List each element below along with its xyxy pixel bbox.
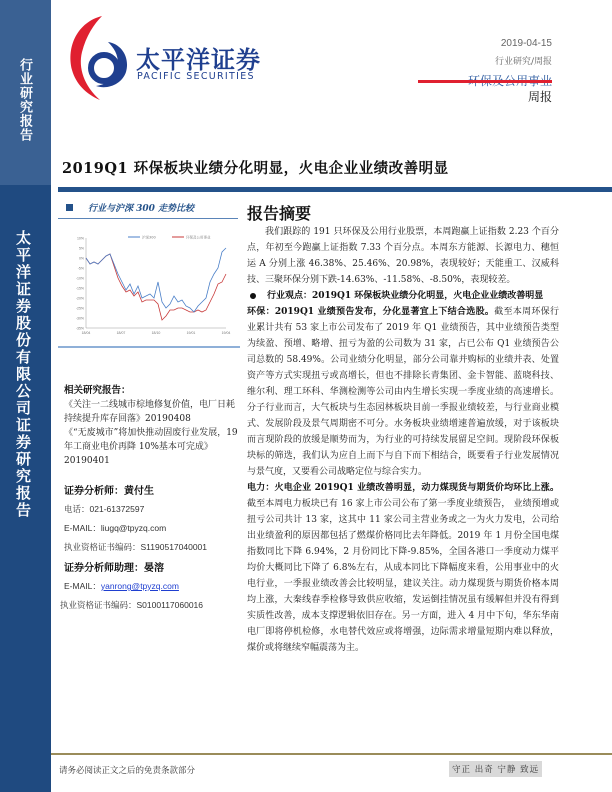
- report-date: 2019-04-15: [500, 38, 552, 49]
- footer-disclaimer: 请务必阅读正文之后的免责条款部分: [59, 766, 196, 776]
- svg-text:-10%: -10%: [75, 276, 84, 281]
- svg-text:19/01: 19/01: [186, 331, 196, 335]
- chart-legend: [128, 235, 211, 240]
- sidebar-top-band: [0, 0, 51, 185]
- assistant-certificate: 执业资格证书编码：S0100117060016: [60, 600, 204, 611]
- svg-text:10%: 10%: [76, 236, 84, 241]
- assistant-email: E-MAIL：yanrong@tpyzq.com: [64, 581, 179, 591]
- footer-motto: 守正 出奇 宁静 致远: [449, 761, 542, 777]
- related-reports-title: 相关研究报告：: [64, 385, 131, 396]
- power-lead: 电力：火电企业 2019Q1 业绩改善明显，动力煤现货与期货价均环比上涨。: [247, 483, 559, 493]
- svg-text:5%: 5%: [78, 246, 84, 251]
- sidebar-company-label: 太平洋证券股份有限公司证券研究报告: [14, 230, 32, 519]
- summary-body: [247, 224, 559, 656]
- environment-paragraph: 环保：2019Q1 业绩预告发布，分化显著宜上下结合选股。截至本周环保行业累计共有 53 家上市公司发布了 2019 年 Q1 业绩预告，其中业绩预告类型为续盈、预增、略增、扭亏为盈的公司数为 31 家，占已公布 Q1 业绩预告公司总数的 58.49%。公司业绩分化明显，部分公司靠并购标的业绩并表、处置资产等方式实现扭亏或高增长，但也不排除长青集团、金卡智能、蓝晓科技、维尔利、理工环科、华测检测等公司由内生增长实现一季度业绩的高速增长。分子行业而言，大气板块与生态园林板块目前一季报业绩较差，与行业商业模式、发展阶段及景气周期密不可分。水务板块业绩增速普遍放缓，对于该板块而言现阶段的放缓是顺势而为，为行业的可持续发展留足空间。现阶段环保板块标的筛选，我们认为应自上而下与自下而下相结合，既要看子行业发展情况与景气度，又要看公司战略定位与综合实力。: [247, 307, 559, 477]
- svg-text:0%: 0%: [78, 256, 84, 261]
- title-divider: [58, 187, 612, 192]
- svg-text:-25%: -25%: [75, 306, 84, 311]
- performance-chart: [70, 232, 238, 342]
- logo-chinese-name: 太平洋证券: [136, 46, 261, 74]
- summary-heading: 报告摘要: [247, 204, 312, 223]
- sidebar-report-category: 行业研究报告: [17, 58, 32, 142]
- company-logo: [64, 12, 264, 102]
- svg-text:18/07: 18/07: [116, 331, 126, 335]
- related-reports-section: [60, 382, 242, 611]
- analyst-email: E-MAIL：liugq@tpyzq.com: [64, 523, 167, 533]
- page-title: 2019Q1 环保板块业绩分化明显，火电企业业绩改善明显: [62, 160, 449, 177]
- svg-text:沪深300: 沪深300: [142, 235, 156, 240]
- chart-bottom-divider: [58, 346, 240, 348]
- svg-text:-35%: -35%: [75, 326, 84, 331]
- svg-text:环保及公用事业: 环保及公用事业: [186, 235, 211, 240]
- square-bullet-icon: [66, 204, 73, 211]
- analyst-phone: 电话：021-61372597: [64, 504, 145, 515]
- summary-intro: 我们跟踪的 191 只环保及公用行业股票，本周跑赢上证指数 2.23 个百分点，年初至今跑赢上证指数 7.33 个百分点。本周东方能源、长源电力、穗恒运 A 分别上涨 46.38%、25.46%、20.98%，表现较好；天能重工、汉威科技、三聚环保分别下跌-14.63%、-11.58%、-8.50%，表现较差。: [247, 227, 559, 285]
- industry-view-bullet: 行业观点：2019Q1 环保板块业绩分化明显，火电企业业绩改善明显: [247, 288, 559, 304]
- report-frequency: 周报: [527, 90, 552, 104]
- svg-text:-30%: -30%: [75, 316, 84, 321]
- power-paragraph: 电力：火电企业 2019Q1 业绩改善明显，动力煤现货与期货价均环比上涨。截至本周电力板块已有 16 家上市公司公布了第一季度业绩预告， 业绩预增或扭亏公司共计 13 家，这其中 11 家公司主营业务或之一为火力发电，公司给出业绩盈利的原因都包括了燃煤价格同比去年降低。2019 年 1 月份全国电煤指数同比下降 6.94%，2 月份同比下降-9.85%，全国各港口一季度动力煤平均价大概同比下降了 6.8%左右，从成本同比下降幅度来看，公用事业中的火电行业，一季报业绩改善会比较明显，建议关注。动力煤现货与期货价格本周均上涨，大秦线春季检修导致供应收缩，发运倒挂情况虽有缓解但并没有得到实质性改善，成本支撑逻辑依旧存在。另一方面，进入 4 月中下旬，华东华南电厂即将停机检修，水电替代效应或将增强，边际需求增量短期内难以释放，煤价或将继续窄幅震荡为主。: [247, 483, 559, 653]
- chart-lines: [86, 248, 226, 320]
- analyst-name: 证券分析师：黄付生: [64, 486, 154, 497]
- svg-text:-15%: -15%: [75, 286, 84, 291]
- header-divider: [418, 80, 552, 83]
- line-chart: [70, 232, 238, 342]
- assistant-name: 证券分析师助理：晏溶: [64, 563, 164, 574]
- analyst-email-link[interactable]: liugq@tpyzq.com: [100, 523, 167, 533]
- report-type: 行业研究/周报: [494, 57, 552, 67]
- analyst-certificate: 执业资格证书编码：S1190517040001: [64, 542, 208, 553]
- svg-text:18/04: 18/04: [81, 331, 91, 335]
- footer-divider: [51, 753, 612, 755]
- environment-lead: 环保：2019Q1 业绩预告发布，分化显著宜上下结合选股。: [247, 307, 495, 317]
- svg-text:-5%: -5%: [77, 266, 84, 271]
- related-report-link[interactable]: 《“无废城市”将加快推动固废行业发展，19 年工商业电价再降 10%基本可完成》20190401: [64, 428, 238, 466]
- assistant-email-link[interactable]: yanrong@tpyzq.com: [100, 581, 179, 591]
- svg-text:18/10: 18/10: [151, 331, 161, 335]
- chart-top-divider: [58, 218, 238, 219]
- bullet-dot-icon: [250, 293, 256, 299]
- pacific-logo-icon: [64, 12, 136, 100]
- svg-text:-20%: -20%: [75, 296, 84, 301]
- svg-text:19/04: 19/04: [221, 331, 231, 335]
- logo-english-name: PACIFIC SECURITIES: [137, 71, 255, 82]
- chart-section-header: [62, 200, 240, 218]
- chart-axes: [76, 237, 231, 336]
- sidebar-bottom-band: [0, 185, 51, 792]
- chart-section-title: 行业与沪深 300 走势比较: [88, 204, 195, 214]
- related-report-link[interactable]: 《关注一二线城市棕地修复价值，电厂日耗持续提升库存回落》20190408: [64, 400, 236, 424]
